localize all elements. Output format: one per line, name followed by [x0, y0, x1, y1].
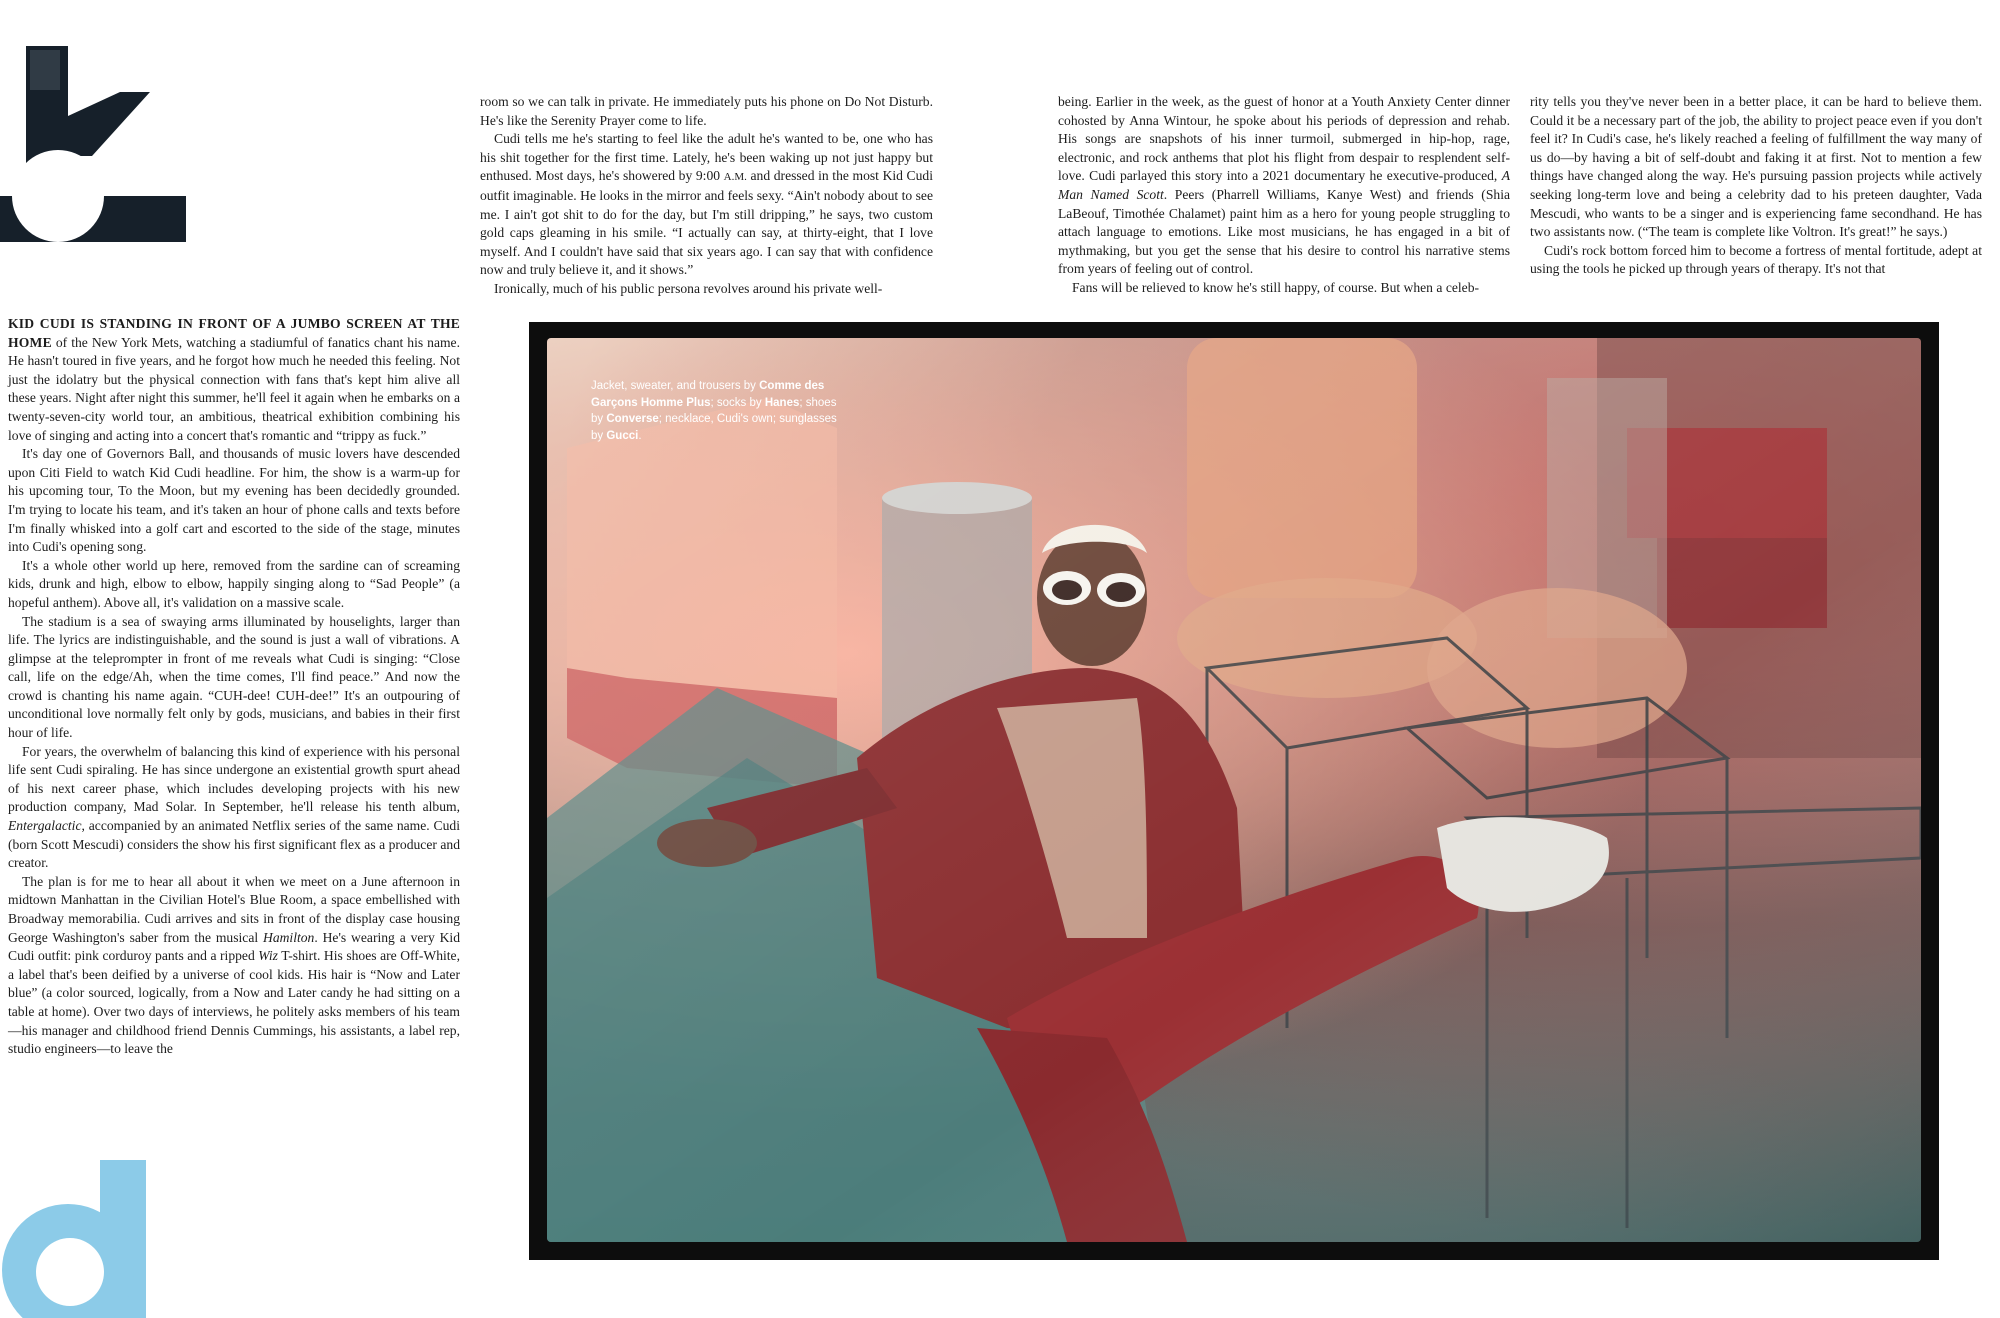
opening-paragraph: KID CUDI IS STANDING IN FRONT OF A JUMBO SCREEN AT THE HOME of the New York Mets, watching a stadiumful of fanatics chant his name. He hasn't toured in five years, and he forgot how much he needed this feeling. Not just the idolatry but the physical connection with fans that's kept him alive all these years. Night after night this summer, he'll feel it again when he embarks on a twenty-seven-city world tour, an ambitious, theatrical exhibition combining his love of singing and acting into a concert that's romantic and “trippy as fuck.”	[8, 316, 460, 443]
paragraph: rity tells you they've never been in a better place, it can be hard to believe them. Could it be a necessary part of the job, the ability to project peace even if you don't feel it? In Cudi's case, he's likely reached a feeling of fulfillment the way many of us do—by having a bit of self-doubt and faking it at first. Not to mention a few things have changed along the way. He's pursuing passion projects while actively seeking long-term love and being a celebrity dad to his preteen daughter, Vada Mescudi, who wants to be a singer and is experiencing fame secondhand. He has two assistants now. (“The team is complete like Voltron. It's great!” he says.)	[1530, 94, 1982, 240]
article-column-4	[1530, 93, 1982, 279]
paragraph: Ironically, much of his public persona revolves around his private well-	[494, 280, 883, 296]
paragraph: It's a whole other world up here, removed from the sardine can of screaming kids, drunk and high, elbow to elbow, happily singing along to “Sad People” (a hopeful anthem). Above all, it's validation on a massive scale.	[8, 557, 460, 610]
paragraph: The stadium is a sea of swaying arms illuminated by houselights, larger than life. The lyrics are indistinguishable, and the sound is just a wall of vibrations. A glimpse at the teleprompter in front of me reveals what Cudi is singing: “Close call, life on the edge/Ah, when the time comes, I'll find peace.” And now the crowd is chanting his name again. “CUH-dee! CUH-dee!” It's an outpouring of unconditional love normally felt only by gods, musicians, and babies in their first hour of life.	[8, 613, 460, 741]
drop-letter-k	[0, 46, 190, 246]
portrait-photo	[547, 338, 1921, 1242]
article-column-1	[8, 315, 460, 1059]
drop-letter-d	[0, 1160, 150, 1318]
paragraph: Cudi's rock bottom forced him to become a fortress of mental fortitude, adept at using the tools he picked up through years of therapy. It's not that	[1530, 242, 1982, 277]
article-column-3	[1058, 93, 1510, 298]
paragraph: being. Earlier in the week, as the guest of honor at a Youth Anxiety Center dinner cohosted by Anna Wintour, he spoke about his periods of depression and rehab. His songs are snapshots of his inner turmoil, submerged in hip-hop, rage, electronic, and rock anthems that plot his flight from despair to resplendent self-love. Cudi parlayed this story into a 2021 documentary he executive-produced, A Man Named Scott. Peers (Pharrell Williams, Kanye West) and friends (Shia LaBeouf, Timothée Chalamet) paint him as a hero for young people struggling to attach language to emotions. Like most musicians, he has engaged in a bit of mythmaking, but you get the sense that his desire to control his narrative stems from years of feeling out of control.	[1058, 94, 1510, 277]
paragraph: room so we can talk in private. He immediately puts his phone on Do Not Disturb. He's like the Serenity Prayer come to life.	[480, 94, 933, 128]
paragraph: Cudi tells me he's starting to feel like the adult he's wanted to be, one who has his shit together for the first time. Lately, he's been waking up not just happy but enthused. Most days, he's showered by 9:00 A.M. and dressed in the most Kid Cudi outfit imaginable. He looks in the mirror and feels sexy. “Ain't nobody about to see me. I ain't got shit to do for the day, but I'm still dripping,” he says, two custom gold caps gleaming in his smile. “I actually can say, at thirty-eight, that I love myself. And I couldn't have said that six years ago. I can say that with confidence now and truly believe it, and it shows.”	[480, 131, 933, 278]
article-column-2	[480, 93, 933, 299]
paragraph: It's day one of Governors Ball, and thousands of music lovers have descended upon Citi Field to watch Kid Cudi headline. For him, the show is a warm-up for his upcoming tour, To the Moon, but my evening has been decidedly grounded. I'm trying to locate his team, and it's taken an hour of phone calls and texts before I'm finally whisked into a golf cart and escorted to the side of the stage, minutes into Cudi's opening song.	[8, 446, 460, 555]
paragraph: Fans will be relieved to know he's still happy, of course. But when a celeb-	[1072, 279, 1480, 295]
paragraph: For years, the overwhelm of balancing this kind of experience with his personal life sent Cudi spiraling. He has since undergone an existential growth spurt ahead of his next career phase, which includes developing projects with his new production company, Mad Solar. In September, he'll release his tenth album, Entergalactic, accompanied by an animated Netflix series of the same name. Cudi (born Scott Mescudi) considers the show his first significant flex as a producer and creator.	[8, 743, 460, 871]
lead-in: KID CUDI IS STANDING IN FRONT OF A JUMBO SCREEN AT THE HOME	[8, 316, 460, 350]
paragraph: The plan is for me to hear all about it when we meet on a June afternoon in midtown Manhattan in the Civilian Hotel's Blue Room, a space embellished with Broadway memorabilia. Cudi arrives and sits in front of the display case housing George Washington's saber from the musical Hamilton. He's wearing a very Kid Cudi outfit: pink corduroy pants and a ripped Wiz T-shirt. His shoes are Off-White, a label that's been deified by a universe of cool kids. His hair is “Now and Later blue” (a color sourced, logically, from a Now and Later candy he had sitting on a table at home). Over two days of interviews, he politely asks members of his team—his manager and childhood friend Dennis Cummings, his assistants, a label rep, studio engineers—to leave the	[8, 873, 460, 1057]
photo-frame	[529, 322, 1939, 1260]
photo-scene	[547, 338, 1921, 1242]
photo-caption: Jacket, sweater, and trousers by Comme des Garçons Homme Plus; socks by Hanes; shoes by Converse; necklace, Cudi's own; sunglasses by Gucci.	[591, 380, 837, 442]
